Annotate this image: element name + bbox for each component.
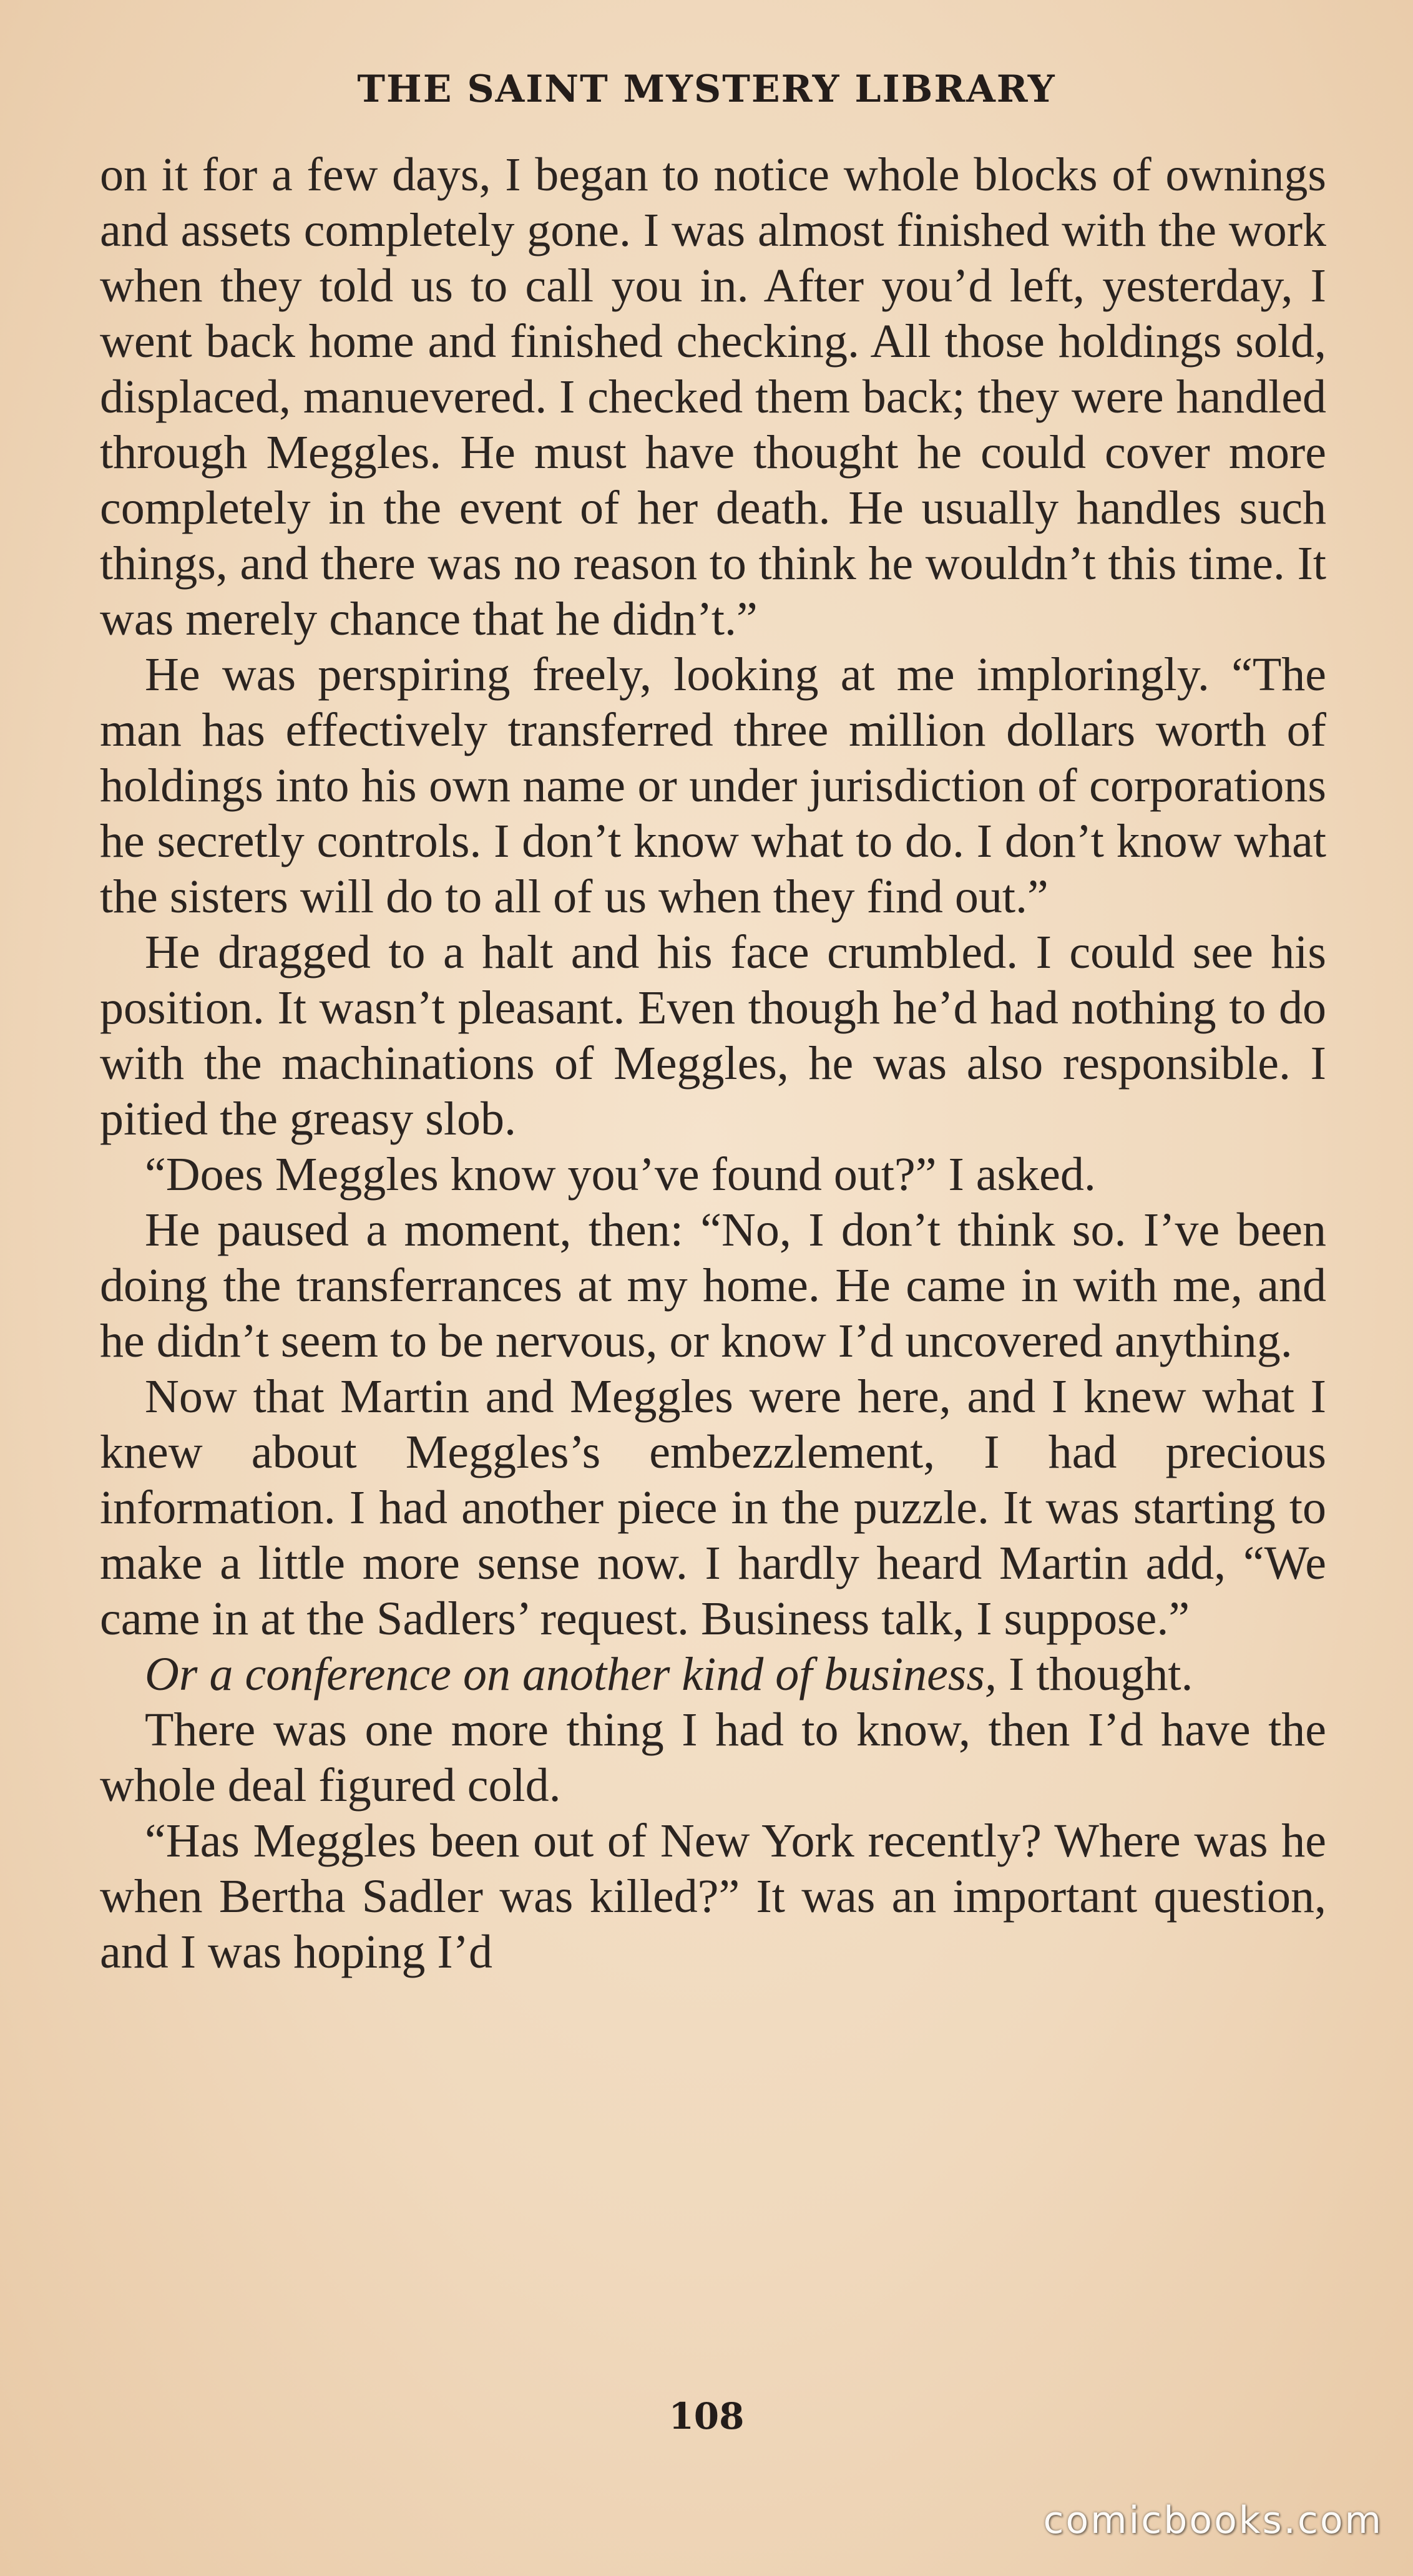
paragraph: There was one more thing I had to know, then I’d have the whole deal figured cold. [100, 1704, 1326, 1812]
paragraph [100, 1647, 1326, 1702]
paragraph: Now that Martin and Meggles were here, and I knew what I knew about Meggles’s embezzlement, I had precious information. I had another piece in the puzzle. It was starting to make a little more sense now. I hardly heard Martin add, “We came in at the Sadlers’ request. Business talk, I suppose.” [100, 1370, 1326, 1645]
paragraph: He paused a moment, then: “No, I don’t think so. I’ve been doing the transferrances at my home. He came in with me, and he didn’t seem to be nervous, or know I’d uncovered anything. [100, 1204, 1326, 1367]
running-title: THE SAINT MYSTERY LIBRARY [357, 67, 1056, 111]
body-text [100, 147, 1326, 1980]
paragraph-continuation: I thought. [996, 1648, 1193, 1700]
paragraph: on it for a few days, I began to notice whole blocks of ownings and assets completely gone. I was almost finished with the work when they told us to call you in. After you’d left, yesterday, I went back home and finished checking. All those holdings sold, displaced, manuevered. I checked them back; they were handled through Meggles. He must have thought he could cover more completely in the event of her death. He usually handles such things, and there was no reason to think he wouldn’t this time. It was merely chance that he didn’t.” [100, 149, 1326, 645]
italic-thought: Or a conference on another kind of business, [145, 1648, 997, 1700]
paragraph: “Has Meggles been out of New York recently? Where was he when Bertha Sadler was killed?” It was an important question, and I was hoping I’d [100, 1815, 1326, 1978]
paragraph: “Does Meggles know you’ve found out?” I asked. [145, 1148, 1096, 1201]
page-number: 108 [668, 2395, 745, 2437]
watermark: comicbooks.com [1043, 2499, 1383, 2542]
paragraph: He dragged to a halt and his face crumbled. I could see his position. It wasn’t pleasant. Even though he’d had nothing to do with the machinations of Meggles, he was also responsible. I pitied the greasy slob. [100, 926, 1326, 1145]
paragraph: He was perspiring freely, looking at me imploringly. “The man has effectively transferred three million dollars worth of holdings into his own name or under jurisdiction of corporations he secretly controls. I don’t know what to do. I don’t know what the sisters will do to all of us when they find out.” [100, 648, 1326, 923]
